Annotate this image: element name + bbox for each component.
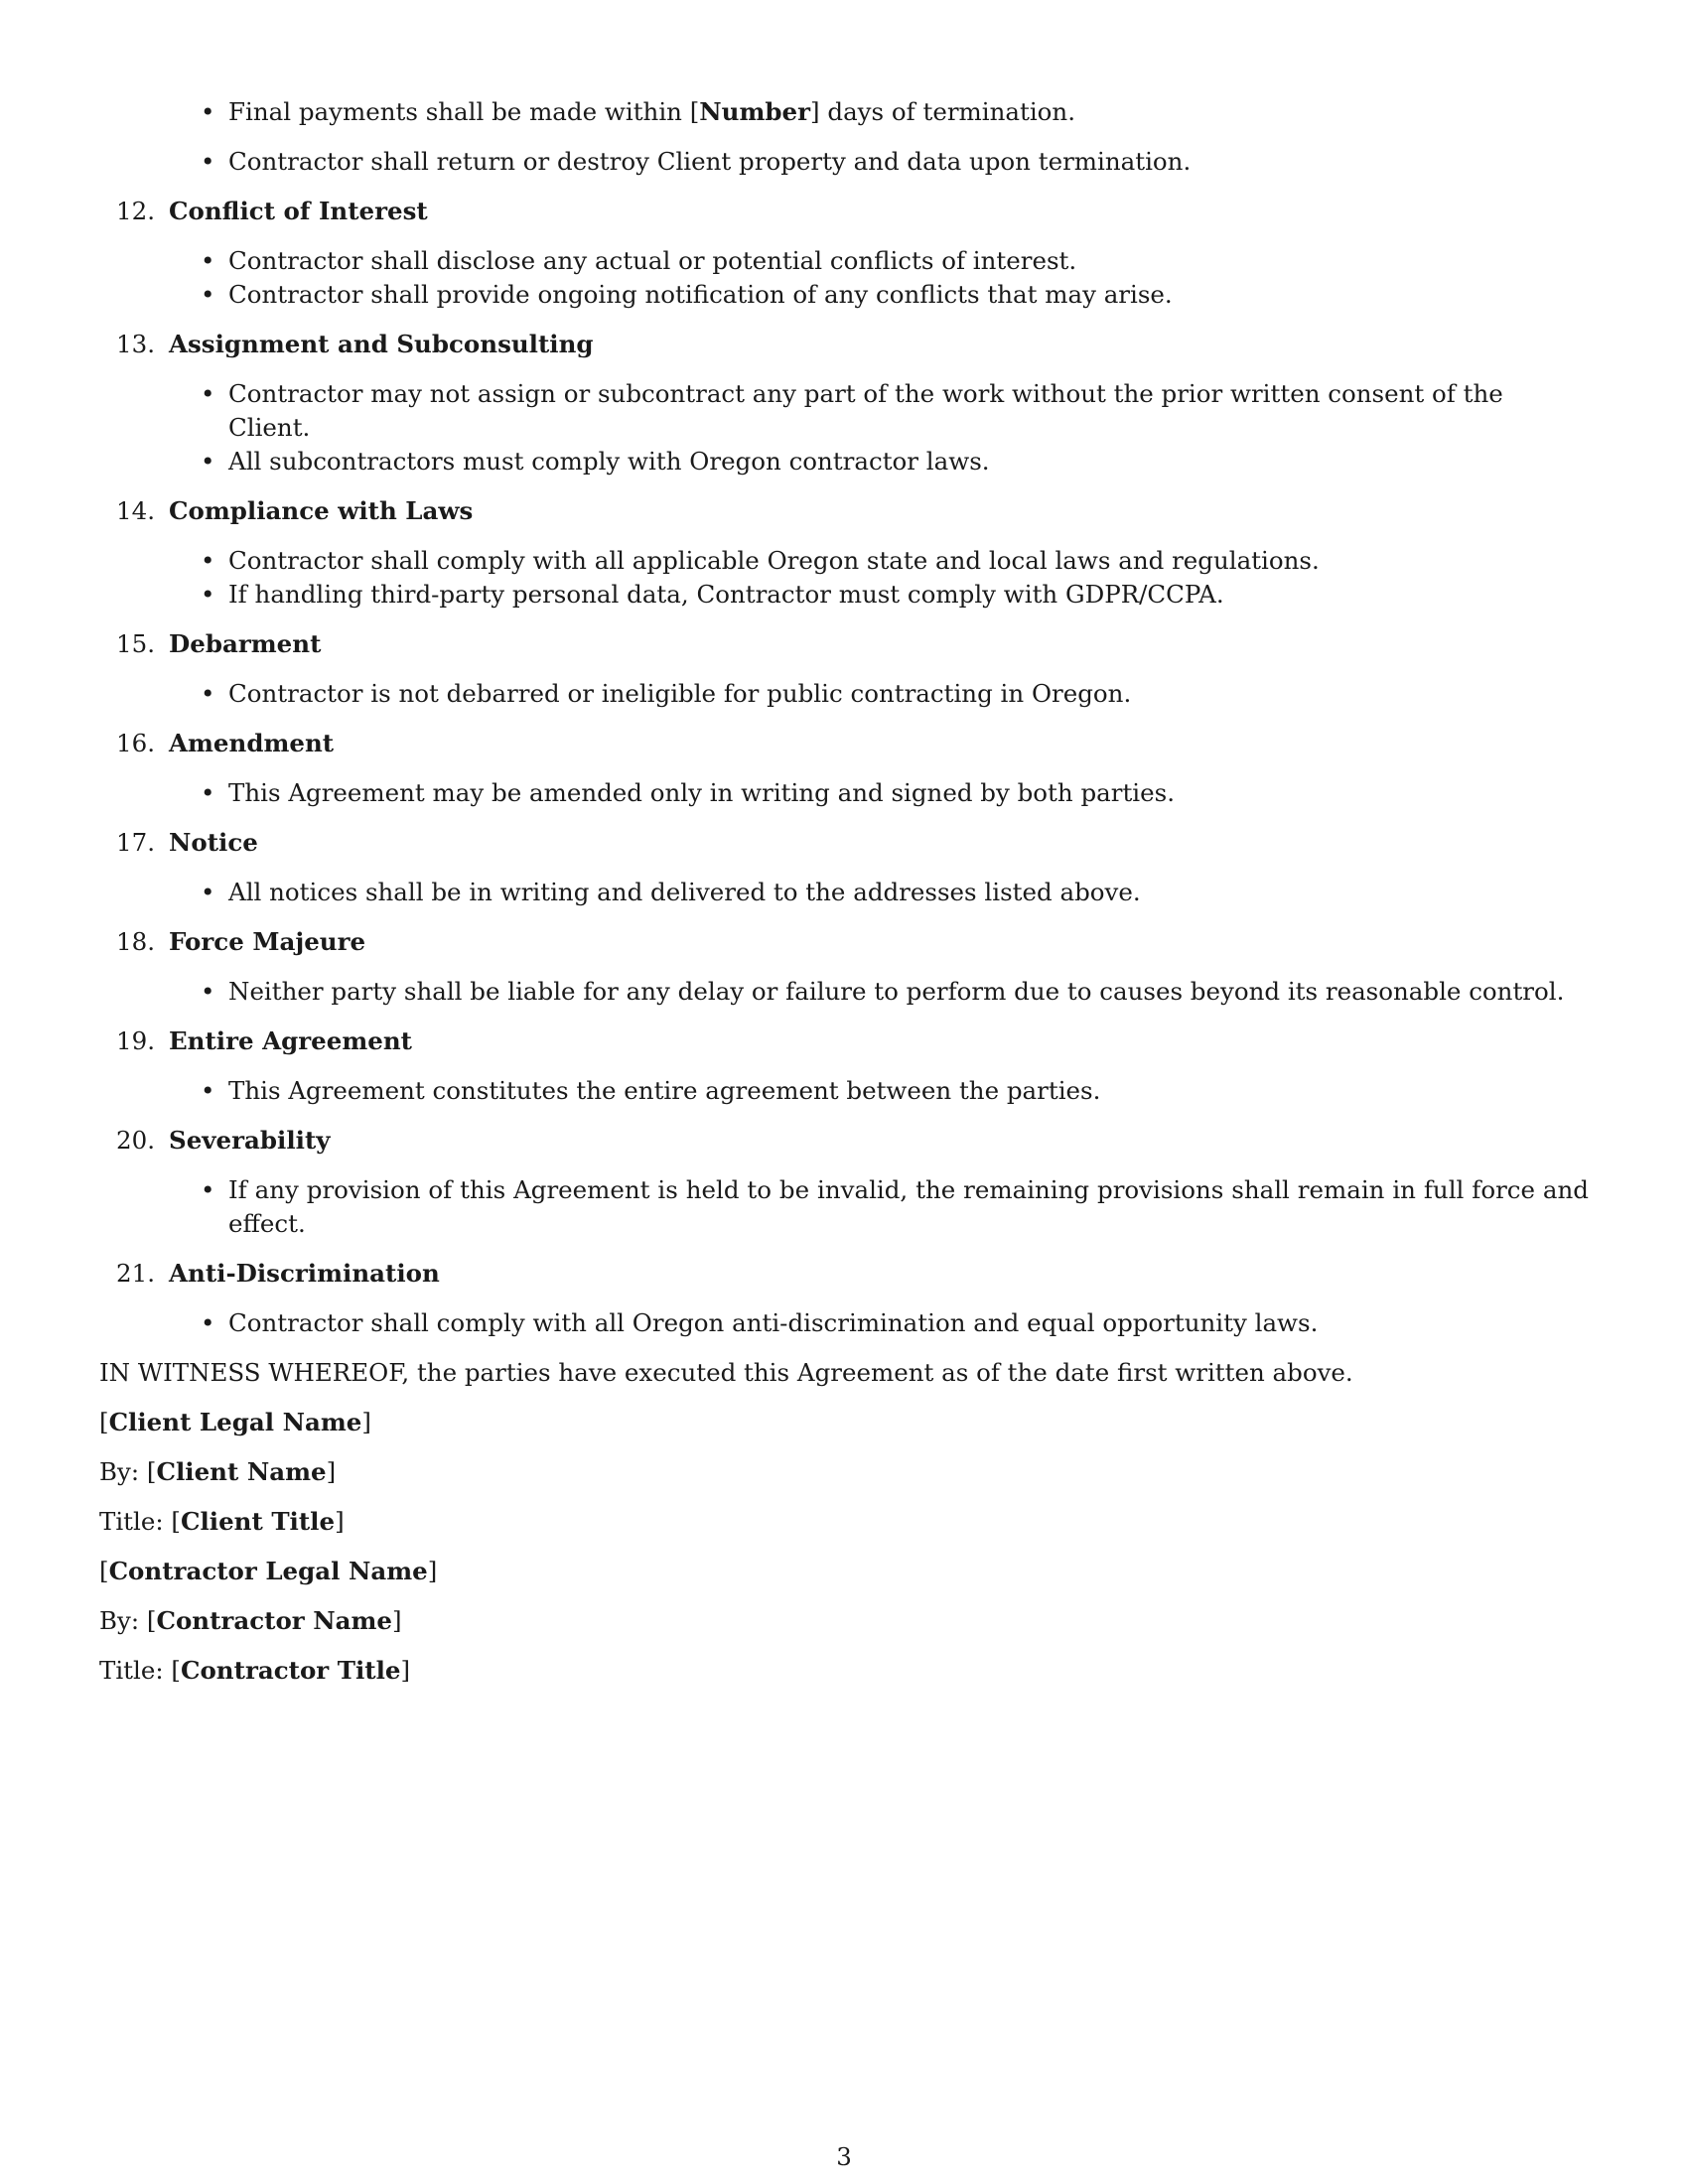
section-number: 19. [116,1026,155,1055]
signature-value: Contractor Legal Name [108,1557,428,1585]
section-heading [99,1024,1589,1058]
section-heading [99,328,1589,361]
bullet-item: • Contractor shall disclose any actual or potential conflicts of interest. [228,244,1589,278]
section-16 [99,727,1589,810]
intro-bullet-list [99,95,1589,179]
signature-client-title: Title: [Client Title] [99,1507,345,1536]
signature-prefix: Title: [99,1656,172,1685]
section-title: Notice [169,828,258,857]
section-title: Compliance with Laws [169,496,474,525]
bullet-item: • All notices shall be in writing and delivered to the addresses listed above. [228,876,1589,909]
section-title: Entire Agreement [169,1026,412,1055]
section-title: Force Majeure [169,927,366,956]
bullet-item: • All subcontractors must comply with Oregon contractor laws. [228,445,1589,478]
signature-client-legal-name: [Client Legal Name] [99,1408,371,1436]
signature-prefix: By: [99,1457,147,1486]
signature-value: Client Legal Name [108,1408,362,1436]
section-heading [99,195,1589,228]
section-number: 15. [116,629,155,658]
intro-bullet-1 [228,145,1589,179]
bullet-item: • If any provision of this Agreement is held to be invalid, the remaining provisions shall remain in full force and effect. [228,1173,1589,1241]
section-14 [99,494,1589,612]
signature-client-by: By: [Client Name] [99,1457,337,1486]
section-title: Amendment [169,729,335,757]
page-number: 3 [836,2142,852,2171]
signature-value: Contractor Title [180,1656,401,1685]
intro-bullet-0 [228,95,1589,129]
section-20 [99,1124,1589,1241]
section-heading [99,727,1589,760]
section-heading [99,1124,1589,1158]
signature-prefix: Title: [99,1507,172,1536]
section-number: 20. [116,1126,155,1155]
section-bullets [99,1074,1589,1108]
signature-value: Client Title [180,1507,336,1536]
section-bullets [99,876,1589,909]
bullet-item: • Contractor is not debarred or ineligible for public contracting in Oregon. [228,677,1589,711]
signature-contractor-legal-name: [Contractor Legal Name] [99,1557,438,1585]
section-title: Assignment and Subconsulting [169,330,594,358]
bullet-text: Final payments shall be made within [ [228,97,700,126]
section-bullets [99,1173,1589,1241]
bullet-item: • This Agreement constitutes the entire agreement between the parties. [228,1074,1589,1108]
bullet-item: • Contractor shall comply with all Oregon anti-discrimination and equal opportunity laws. [228,1306,1589,1340]
section-bullets [99,975,1589,1009]
section-bullets [99,1306,1589,1340]
section-title: Severability [169,1126,331,1155]
section-title: Debarment [169,629,322,658]
bullet-item: • This Agreement may be amended only in writing and signed by both parties. [228,776,1589,810]
bullet-text: Contractor shall return or destroy Client property and data upon termination. [228,147,1192,176]
section-number: 21. [116,1259,155,1288]
document-page [99,95,1589,1688]
section-number: 13. [116,330,155,358]
section-bullets [99,677,1589,711]
bullet-item: • Contractor shall provide ongoing notification of any conflicts that may arise. [228,278,1589,312]
section-13 [99,328,1589,478]
bullet-item: • Contractor shall comply with all applicable Oregon state and local laws and regulations. [228,544,1589,578]
section-15 [99,627,1589,711]
section-bullets [99,377,1589,478]
section-number: 18. [116,927,155,956]
section-bullets [99,244,1589,312]
section-number: 14. [116,496,155,525]
placeholder-number: Number [699,97,811,126]
section-number: 12. [116,197,155,225]
signature-prefix: By: [99,1606,147,1635]
section-number: 17. [116,828,155,857]
section-heading [99,494,1589,528]
section-bullets [99,776,1589,810]
bullet-item: • Neither party shall be liable for any delay or failure to perform due to causes beyond its reasonable control. [228,975,1589,1009]
bullet-item: • Contractor may not assign or subcontract any part of the work without the prior written consent of the Client. [228,377,1589,445]
signature-contractor-title: Title: [Contractor Title] [99,1656,411,1685]
section-heading [99,1257,1589,1291]
section-title: Anti-Discrimination [169,1259,440,1288]
section-heading [99,627,1589,661]
bullet-item: • If handling third-party personal data, Contractor must comply with GDPR/CCPA. [228,578,1589,612]
section-bullets [99,544,1589,612]
signature-contractor-by: By: [Contractor Name] [99,1606,402,1635]
section-heading [99,925,1589,959]
section-heading [99,826,1589,860]
witness-statement: IN WITNESS WHEREOF, the parties have executed this Agreement as of the date first written above. [99,1358,1353,1387]
section-17 [99,826,1589,909]
section-21 [99,1257,1589,1340]
section-12 [99,195,1589,312]
section-18 [99,925,1589,1009]
bullet-text: ] days of termination. [810,97,1075,126]
signature-value: Contractor Name [156,1606,393,1635]
section-number: 16. [116,729,155,757]
section-19 [99,1024,1589,1108]
signature-value: Client Name [156,1457,327,1486]
section-title: Conflict of Interest [169,197,428,225]
